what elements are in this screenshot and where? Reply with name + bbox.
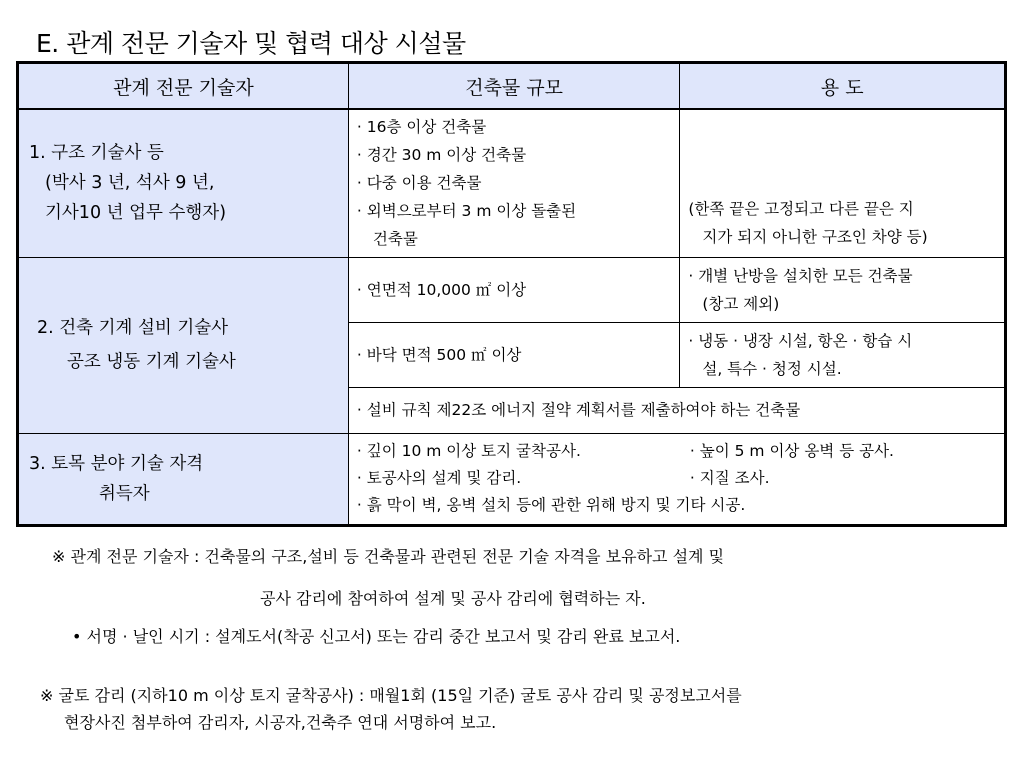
table-row: [18, 433, 1006, 525]
table-row: [18, 109, 1006, 257]
scale-base-area: · 바닥 면적 500 ㎡ 이상: [348, 322, 679, 387]
table-row: [18, 257, 1006, 322]
page-title: E. 관계 전문 기술자 및 협력 대상 시설물: [36, 29, 466, 58]
header-building-scale: 건축물 규모: [348, 63, 679, 110]
usage-heating: · 개별 난방을 설치한 모든 건축물 (창고 제외): [680, 257, 1006, 322]
usage-structural: (한쪽 끝은 고정되고 다른 끝은 지 지가 되지 아니한 구조인 차양 등): [680, 109, 1006, 257]
header-usage: 용 도: [680, 63, 1006, 110]
scale-civil: · 깊이 10 m 이상 토지 굴착공사. · 높이 5 m 이상 옹벽 등 공사. · 토공사의 설계 및 감리. · 지질 조사. · 흙 막이 벽, 옹벽 설치 등에 관한 위해 방지 및 기타 시공.: [348, 433, 1005, 525]
category-mechanical: 2. 건축 기계 설비 기술사 공조 냉동 기계 기술사: [18, 257, 349, 433]
usage-refrigeration: · 냉동 · 냉장 시설, 항온 · 항습 시 설, 특수 · 청정 시설.: [680, 322, 1006, 387]
table-header-row: [18, 63, 1006, 110]
note-expert-definition-cont: 공사 감리에 참여하여 설계 및 공사 감리에 협력하는 자.: [260, 589, 646, 608]
scale-structural: · 16층 이상 건축물 · 경간 30 m 이상 건축물 · 다중 이용 건축물 · 외벽으로부터 3 m 이상 돌출된 건축물: [348, 109, 679, 257]
category-structural: 1. 구조 기술사 등 (박사 3 년, 석사 9 년, 기사10 년 업무 수행자): [18, 109, 349, 257]
note-expert-definition: ※ 관계 전문 기술자 : 건축물의 구조,설비 등 건축물과 관련된 전문 기술 자격을 보유하고 설계 및: [52, 547, 725, 566]
category-civil: 3. 토목 분야 기술 자격 취득자: [18, 433, 349, 525]
note-excavation-supervision: ※ 굴토 감리 (지하10 m 이상 토지 굴착공사) : 매월1회 (15일 기준) 굴토 공사 감리 및 공정보고서를 현장사진 첨부하여 감리자, 시공자,건축주 연대 서명하여 보고.: [40, 686, 742, 732]
scale-floor-area: · 연면적 10,000 ㎡ 이상: [348, 257, 679, 322]
scale-energy-plan: · 설비 규칙 제22조 에너지 절약 계획서를 제출하여야 하는 건축물: [348, 387, 1005, 433]
facility-table: [16, 61, 1007, 527]
header-experts: 관계 전문 기술자: [18, 63, 349, 110]
note-signing-timing: • 서명 · 날인 시기 : 설계도서(착공 신고서) 또는 감리 중간 보고서 및 감리 완료 보고서.: [72, 627, 681, 646]
